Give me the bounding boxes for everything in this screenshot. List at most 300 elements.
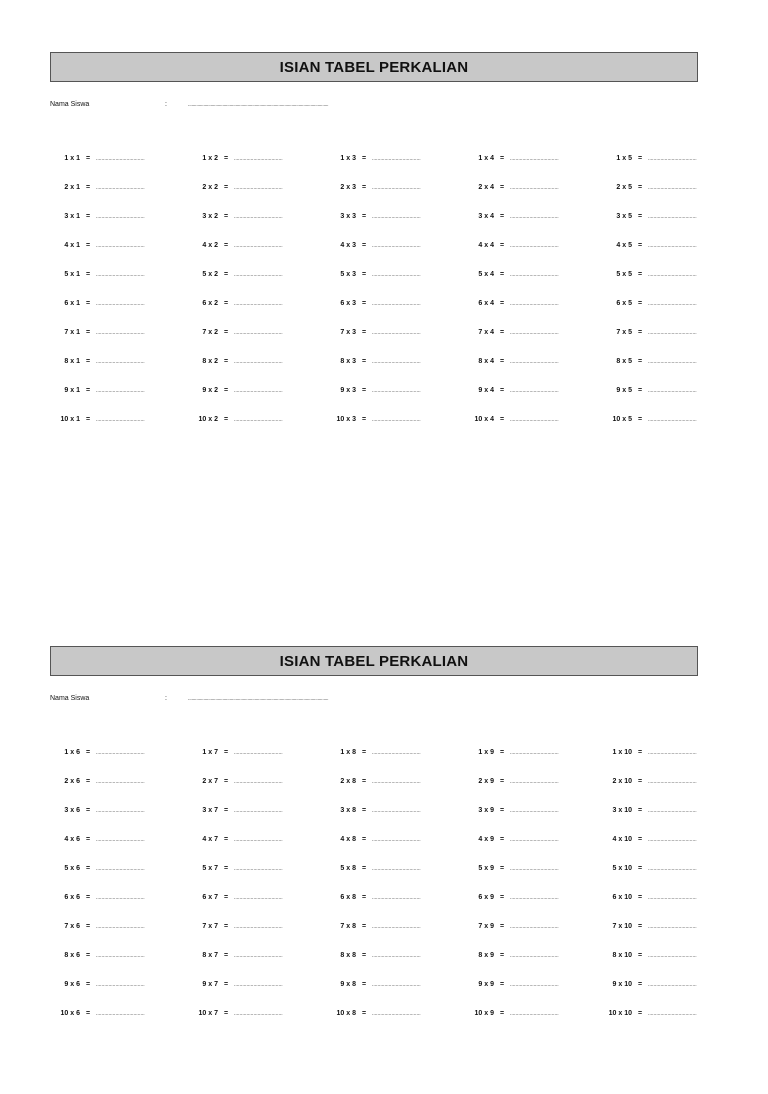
multiplication-expression: 2 x 4 [478,184,494,191]
equals-sign: = [224,981,229,988]
worksheet-title: ISIAN TABEL PERKALIAN [50,52,698,82]
equals-sign: = [86,749,91,756]
multiplication-item [552,804,697,818]
answer-field[interactable]: ................................... [510,272,559,278]
answer-field[interactable]: ................................... [372,750,421,756]
multiplication-item [552,355,697,369]
multiplication-item [0,326,145,340]
answer-field[interactable]: ................................... [96,953,145,959]
equals-sign: = [500,329,505,336]
answer-field[interactable]: ................................... [648,214,697,220]
answer-field[interactable]: ................................... [648,924,697,930]
answer-field[interactable]: ................................... [96,301,145,307]
answer-field[interactable]: ................................... [234,301,283,307]
answer-field[interactable]: ................................... [372,156,421,162]
multiplication-expression: 5 x 10 [612,865,632,872]
answer-field[interactable]: ................................... [510,866,559,872]
multiplication-expression: 4 x 2 [202,242,218,249]
equals-sign: = [86,923,91,930]
multiplication-expression: 4 x 5 [616,242,632,249]
equals-sign: = [362,778,367,785]
multiplication-item [414,268,559,282]
multiplication-expression: 5 x 5 [616,271,632,278]
equals-sign: = [362,952,367,959]
multiplication-expression: 4 x 9 [478,836,494,843]
multiplication-expression: 9 x 8 [340,981,356,988]
answer-field[interactable]: ................................... [510,330,559,336]
multiplication-item [414,891,559,905]
multiplication-expression: 7 x 10 [612,923,632,930]
student-name-label: Nama Siswa [50,101,90,108]
equals-sign: = [362,184,367,191]
equals-sign: = [638,184,643,191]
multiplication-expression: 6 x 8 [340,894,356,901]
answer-field[interactable]: ................................... [648,301,697,307]
multiplication-item [552,384,697,398]
answer-field[interactable]: ................................... [96,243,145,249]
multiplication-item [138,210,283,224]
answer-field[interactable]: ................................... [648,330,697,336]
answer-field[interactable]: ................................... [648,272,697,278]
equals-sign: = [638,923,643,930]
multiplication-expression: 8 x 4 [478,358,494,365]
answer-field[interactable]: ................................... [96,837,145,843]
multiplication-item [552,210,697,224]
multiplication-expression: 9 x 6 [64,981,80,988]
answer-field[interactable]: ................................... [234,750,283,756]
answer-field[interactable]: ................................... [648,779,697,785]
multiplication-item [138,978,283,992]
answer-field[interactable]: ................................... [234,982,283,988]
multiplication-expression: 7 x 8 [340,923,356,930]
equals-sign: = [86,184,91,191]
multiplication-item [0,775,145,789]
student-name-field[interactable]: ...................................................................................................................... [188,102,329,108]
multiplication-item [552,239,697,253]
answer-field[interactable]: ................................... [648,156,697,162]
multiplication-item [138,355,283,369]
answer-field[interactable]: ................................... [96,214,145,220]
multiplication-expression: 3 x 5 [616,213,632,220]
equals-sign: = [638,271,643,278]
multiplication-item [552,891,697,905]
answer-field[interactable]: ................................... [510,359,559,365]
multiplication-expression: 10 x 9 [474,1010,494,1017]
multiplication-item [0,833,145,847]
multiplication-item [138,891,283,905]
equals-sign: = [224,865,229,872]
multiplication-expression: 9 x 2 [202,387,218,394]
multiplication-item [414,920,559,934]
equals-sign: = [362,300,367,307]
answer-field[interactable]: ................................... [372,837,421,843]
multiplication-expression: 8 x 5 [616,358,632,365]
answer-field[interactable]: ................................... [234,243,283,249]
multiplication-item [276,1007,421,1021]
answer-field[interactable]: ................................... [510,214,559,220]
equals-sign: = [362,155,367,162]
answer-field[interactable]: ................................... [510,750,559,756]
equals-sign: = [86,329,91,336]
equals-sign: = [86,836,91,843]
multiplication-item [552,862,697,876]
answer-field[interactable]: ................................... [648,808,697,814]
answer-field[interactable]: ................................... [234,1011,283,1017]
answer-field[interactable]: ................................... [372,895,421,901]
multiplication-item [138,326,283,340]
equals-sign: = [500,836,505,843]
answer-field[interactable]: ................................... [96,808,145,814]
answer-field[interactable]: ................................... [234,895,283,901]
answer-field[interactable]: ................................... [234,359,283,365]
multiplication-item [138,949,283,963]
answer-field[interactable]: ................................... [648,953,697,959]
equals-sign: = [638,778,643,785]
equals-sign: = [362,329,367,336]
answer-field[interactable]: ................................... [372,185,421,191]
multiplication-expression: 7 x 6 [64,923,80,930]
equals-sign: = [362,981,367,988]
worksheet-title: ISIAN TABEL PERKALIAN [50,646,698,676]
multiplication-expression: 4 x 1 [64,242,80,249]
equals-sign: = [86,271,91,278]
equals-sign: = [500,242,505,249]
multiplication-expression: 9 x 10 [612,981,632,988]
multiplication-item [552,268,697,282]
equals-sign: = [224,749,229,756]
student-name-label: Nama Siswa [50,695,90,702]
multiplication-expression: 7 x 1 [64,329,80,336]
multiplication-expression: 10 x 10 [608,1010,632,1017]
multiplication-expression: 2 x 3 [340,184,356,191]
equals-sign: = [86,807,91,814]
multiplication-expression: 10 x 8 [336,1010,356,1017]
multiplication-item [552,413,697,427]
multiplication-expression: 2 x 8 [340,778,356,785]
answer-field[interactable]: ................................... [372,243,421,249]
equals-sign: = [638,155,643,162]
equals-sign: = [86,213,91,220]
answer-field[interactable]: ................................... [96,1011,145,1017]
equals-sign: = [362,923,367,930]
equals-sign: = [224,358,229,365]
equals-sign: = [500,416,505,423]
answer-field[interactable]: ................................... [96,750,145,756]
multiplication-expression: 1 x 1 [64,155,80,162]
equals-sign: = [638,749,643,756]
answer-field[interactable]: ................................... [648,185,697,191]
multiplication-item [414,1007,559,1021]
equals-sign: = [500,807,505,814]
answer-field[interactable]: ................................... [234,924,283,930]
student-name-colon: : [165,695,167,702]
multiplication-item [276,891,421,905]
equals-sign: = [638,329,643,336]
answer-field[interactable]: ................................... [372,779,421,785]
equals-sign: = [362,807,367,814]
answer-field[interactable]: ................................... [510,982,559,988]
multiplication-expression: 8 x 1 [64,358,80,365]
answer-field[interactable]: ................................... [510,156,559,162]
multiplication-item [414,239,559,253]
multiplication-item [138,920,283,934]
multiplication-item [552,1007,697,1021]
answer-field[interactable]: ................................... [96,779,145,785]
answer-field[interactable]: ................................... [372,359,421,365]
equals-sign: = [224,184,229,191]
equals-sign: = [638,981,643,988]
answer-field[interactable]: ................................... [510,185,559,191]
multiplication-item [552,326,697,340]
answer-field[interactable]: ................................... [372,214,421,220]
multiplication-expression: 3 x 10 [612,807,632,814]
student-name-field[interactable]: ...................................................................................................................... [188,696,329,702]
multiplication-expression: 10 x 6 [60,1010,80,1017]
multiplication-expression: 5 x 6 [64,865,80,872]
answer-field[interactable]: ................................... [96,156,145,162]
answer-field[interactable]: ................................... [372,866,421,872]
equals-sign: = [500,778,505,785]
multiplication-expression: 7 x 2 [202,329,218,336]
answer-field[interactable]: ................................... [372,1011,421,1017]
answer-field[interactable]: ................................... [510,301,559,307]
multiplication-item [0,355,145,369]
equals-sign: = [86,242,91,249]
multiplication-item [552,152,697,166]
answer-field[interactable]: ................................... [510,243,559,249]
multiplication-expression: 9 x 5 [616,387,632,394]
answer-field[interactable]: ................................... [234,272,283,278]
equals-sign: = [224,807,229,814]
answer-field[interactable]: ................................... [648,866,697,872]
multiplication-item [414,384,559,398]
equals-sign: = [86,300,91,307]
equals-sign: = [362,242,367,249]
equals-sign: = [224,242,229,249]
multiplication-expression: 3 x 3 [340,213,356,220]
multiplication-expression: 2 x 5 [616,184,632,191]
multiplication-expression: 1 x 6 [64,749,80,756]
multiplication-expression: 5 x 3 [340,271,356,278]
multiplication-item [552,746,697,760]
multiplication-expression: 6 x 2 [202,300,218,307]
equals-sign: = [362,271,367,278]
answer-field[interactable]: ................................... [648,837,697,843]
equals-sign: = [224,329,229,336]
multiplication-expression: 6 x 7 [202,894,218,901]
multiplication-expression: 5 x 1 [64,271,80,278]
equals-sign: = [86,952,91,959]
answer-field[interactable]: ................................... [234,156,283,162]
answer-field[interactable]: ................................... [234,330,283,336]
multiplication-item [276,833,421,847]
multiplication-item [414,297,559,311]
multiplication-item [552,833,697,847]
multiplication-item [414,862,559,876]
answer-field[interactable]: ................................... [234,185,283,191]
answer-field[interactable]: ................................... [234,417,283,423]
answer-field[interactable]: ................................... [234,779,283,785]
answer-field[interactable]: ................................... [372,982,421,988]
answer-field[interactable]: ................................... [372,808,421,814]
answer-field[interactable]: ................................... [234,388,283,394]
multiplication-expression: 9 x 4 [478,387,494,394]
multiplication-item [276,355,421,369]
equals-sign: = [86,1010,91,1017]
multiplication-item [414,804,559,818]
equals-sign: = [638,836,643,843]
equals-sign: = [224,300,229,307]
answer-field[interactable]: ................................... [648,750,697,756]
multiplication-item [414,152,559,166]
multiplication-expression: 2 x 1 [64,184,80,191]
equals-sign: = [500,981,505,988]
equals-sign: = [224,894,229,901]
answer-field[interactable]: ................................... [96,895,145,901]
answer-field[interactable]: ................................... [372,924,421,930]
answer-field[interactable]: ................................... [648,388,697,394]
answer-field[interactable]: ................................... [372,272,421,278]
answer-field[interactable]: ................................... [510,808,559,814]
multiplication-expression: 8 x 8 [340,952,356,959]
multiplication-expression: 4 x 6 [64,836,80,843]
answer-field[interactable]: ................................... [510,388,559,394]
multiplication-expression: 7 x 9 [478,923,494,930]
equals-sign: = [86,865,91,872]
multiplication-expression: 4 x 3 [340,242,356,249]
answer-field[interactable]: ................................... [648,359,697,365]
answer-field[interactable]: ................................... [234,808,283,814]
multiplication-item [138,746,283,760]
answer-field[interactable]: ................................... [510,924,559,930]
equals-sign: = [86,416,91,423]
multiplication-expression: 1 x 7 [202,749,218,756]
equals-sign: = [86,155,91,162]
multiplication-item [276,384,421,398]
answer-field[interactable]: ................................... [648,417,697,423]
answer-field[interactable]: ................................... [96,185,145,191]
equals-sign: = [500,1010,505,1017]
answer-field[interactable]: ................................... [510,417,559,423]
equals-sign: = [638,807,643,814]
answer-field[interactable]: ................................... [372,388,421,394]
answer-field[interactable]: ................................... [648,895,697,901]
multiplication-expression: 1 x 10 [612,749,632,756]
equals-sign: = [362,865,367,872]
multiplication-item [276,804,421,818]
answer-field[interactable]: ................................... [372,953,421,959]
answer-field[interactable]: ................................... [648,1011,697,1017]
multiplication-expression: 6 x 4 [478,300,494,307]
multiplication-item [276,920,421,934]
equals-sign: = [362,358,367,365]
answer-field[interactable]: ................................... [96,272,145,278]
multiplication-item [276,862,421,876]
multiplication-item [0,297,145,311]
multiplication-expression: 8 x 10 [612,952,632,959]
answer-field[interactable]: ................................... [234,214,283,220]
answer-field[interactable]: ................................... [510,953,559,959]
answer-field[interactable]: ................................... [96,330,145,336]
equals-sign: = [638,300,643,307]
multiplication-item [138,152,283,166]
equals-sign: = [500,865,505,872]
answer-field[interactable]: ................................... [648,982,697,988]
multiplication-item [414,413,559,427]
multiplication-expression: 9 x 7 [202,981,218,988]
answer-field[interactable]: ................................... [234,953,283,959]
student-name-row [50,693,470,705]
multiplication-item [276,775,421,789]
answer-field[interactable]: ................................... [510,895,559,901]
multiplication-expression: 1 x 8 [340,749,356,756]
answer-field[interactable]: ................................... [96,924,145,930]
equals-sign: = [224,416,229,423]
multiplication-item [0,862,145,876]
multiplication-expression: 5 x 9 [478,865,494,872]
answer-field[interactable]: ................................... [648,243,697,249]
answer-field[interactable]: ................................... [372,301,421,307]
equals-sign: = [500,894,505,901]
multiplication-item [276,746,421,760]
answer-field[interactable]: ................................... [510,779,559,785]
multiplication-item [138,862,283,876]
multiplication-item [552,949,697,963]
multiplication-expression: 6 x 9 [478,894,494,901]
equals-sign: = [362,894,367,901]
answer-field[interactable]: ................................... [96,866,145,872]
multiplication-expression: 6 x 3 [340,300,356,307]
multiplication-expression: 3 x 7 [202,807,218,814]
equals-sign: = [362,749,367,756]
equals-sign: = [86,981,91,988]
multiplication-expression: 5 x 2 [202,271,218,278]
multiplication-expression: 8 x 3 [340,358,356,365]
multiplication-item [276,239,421,253]
multiplication-item [0,413,145,427]
equals-sign: = [86,387,91,394]
multiplication-item [414,746,559,760]
equals-sign: = [500,300,505,307]
answer-field[interactable]: ................................... [510,837,559,843]
equals-sign: = [638,1010,643,1017]
multiplication-item [0,268,145,282]
equals-sign: = [638,387,643,394]
equals-sign: = [224,952,229,959]
multiplication-expression: 6 x 6 [64,894,80,901]
answer-field[interactable]: ................................... [510,1011,559,1017]
multiplication-item [138,775,283,789]
equals-sign: = [224,778,229,785]
multiplication-item [138,1007,283,1021]
multiplication-item [138,239,283,253]
multiplication-item [138,413,283,427]
multiplication-item [276,978,421,992]
answer-field[interactable]: ................................... [234,837,283,843]
answer-field[interactable]: ................................... [96,982,145,988]
multiplication-expression: 9 x 1 [64,387,80,394]
answer-field[interactable]: ................................... [96,417,145,423]
multiplication-item [0,1007,145,1021]
equals-sign: = [362,213,367,220]
answer-field[interactable]: ................................... [96,388,145,394]
answer-field[interactable]: ................................... [372,417,421,423]
answer-field[interactable]: ................................... [234,866,283,872]
answer-field[interactable]: ................................... [96,359,145,365]
multiplication-expression: 5 x 8 [340,865,356,872]
answer-field[interactable]: ................................... [372,330,421,336]
multiplication-item [552,297,697,311]
